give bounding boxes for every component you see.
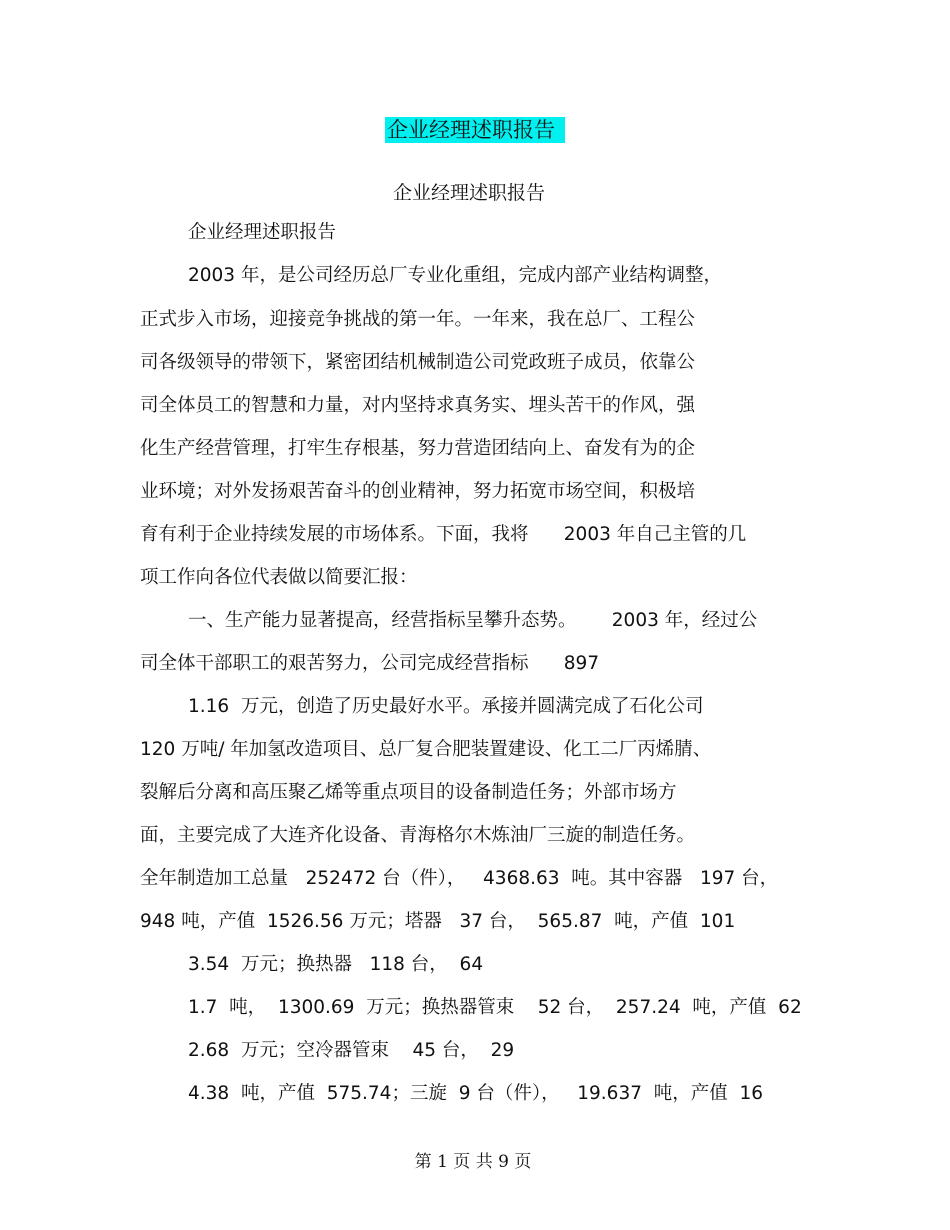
body-line: 司全体干部职工的艰苦努力，公司完成经营指标 897	[140, 653, 600, 674]
body-line: 120 万吨/ 年加氢改造项目、总厂复合肥装置建设、化工二厂丙烯腈、	[140, 739, 712, 760]
header-title-highlight: 企业经理述职报告	[385, 117, 565, 143]
body-line: 一、生产能力显著提高，经营指标呈攀升态势。 2003 年，经过公	[188, 610, 758, 631]
body-line: 2.68 万元；空冷器管束 45 台， 29	[188, 1040, 515, 1061]
body-line: 司全体员工的智慧和力量，对内坚持求真务实、埋头苦干的作风，强	[140, 395, 696, 416]
body-line: 司各级领导的带领下，紧密团结机械制造公司党政班子成员，依靠公	[140, 352, 696, 373]
body-line: 育有利于企业持续发展的市场体系。下面，我将 2003 年自己主管的几	[140, 524, 747, 545]
body-line: 裂解后分离和高压聚乙烯等重点项目的设备制造任务；外部市场方	[140, 782, 677, 803]
body-line: 面，主要完成了大连齐化设备、青海格尔木炼油厂三旋的制造任务。	[140, 825, 696, 846]
body-line: 4.38 吨，产值 575.74；三旋 9 台（件）， 19.637 吨，产值 16	[188, 1083, 764, 1104]
body-line: 3.54 万元；换热器 118 台， 64	[188, 954, 484, 975]
body-line: 业环境；对外发扬艰苦奋斗的创业精神，努力拓宽市场空间，积极培	[140, 481, 696, 502]
body-line: 1.7 吨， 1300.69 万元；换热器管束 52 台， 257.24 吨，产值 62	[188, 997, 802, 1018]
document-body	[140, 0, 820, 1104]
body-line: 项工作向各位代表做以简要汇报：	[140, 567, 418, 588]
page-footer: 第 1 页 共 9 页	[414, 1152, 532, 1172]
body-line: 2003 年，是公司经历总厂专业化重组，完成内部产业结构调整，	[188, 265, 722, 286]
body-line: 企业经理述职报告	[188, 222, 337, 243]
body-line: 全年制造加工总量 252472 台（件）， 4368.63 吨。其中容器 197 台，	[140, 868, 779, 889]
body-line: 948 吨，产值 1526.56 万元；塔器 37 台， 565.87 吨，产值 101	[140, 911, 736, 932]
body-line: 正式步入市场，迎接竞争挑战的第一年。一年来，我在总厂、工程公	[140, 309, 696, 330]
body-line: 化生产经营管理，打牢生存根基，努力营造团结向上、奋发有为的企	[140, 438, 696, 459]
body-line: 1.16 万元，创造了历史最好水平。承接并圆满完成了石化公司	[188, 696, 704, 717]
document-subtitle: 企业经理述职报告	[392, 182, 545, 204]
